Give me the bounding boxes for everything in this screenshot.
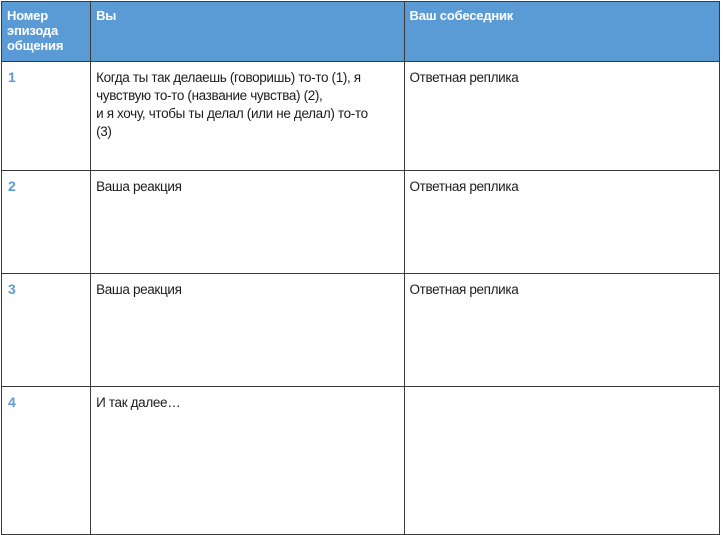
table-header-row (2, 2, 720, 62)
episode-number-cell (2, 274, 91, 387)
header-you (91, 2, 404, 62)
table-row (2, 274, 720, 387)
episode-number: 4 (8, 394, 16, 410)
you-text-line: Ваша реакция (96, 179, 182, 194)
communication-episodes-table (1, 1, 720, 535)
you-cell (91, 387, 404, 535)
episode-number: 2 (8, 178, 16, 194)
partner-text: Ответная реплика (409, 70, 519, 85)
you-text-line: (3) (96, 124, 112, 139)
you-cell (91, 274, 404, 387)
header-partner (404, 2, 719, 62)
partner-cell (404, 387, 719, 535)
you-text-line: и я хочу, чтобы ты делал (или не делал) то-то (96, 106, 368, 121)
episode-number-cell (2, 62, 91, 171)
you-text-line: Когда ты так делаешь (говоришь) то-то (1), я (96, 70, 361, 85)
header-episode-number (2, 2, 91, 62)
header-partner-label: Ваш собеседник (409, 8, 514, 23)
table-row (2, 387, 720, 535)
you-text-line: И так далее… (96, 395, 181, 410)
episode-number: 3 (8, 281, 16, 297)
you-cell (91, 171, 404, 274)
you-text-line: чувствую то-то (название чувства) (2), (96, 88, 323, 103)
header-episode-number-label: Номер эпизода общения (7, 8, 64, 53)
you-text-line: Ваша реакция (96, 282, 182, 297)
partner-cell (404, 171, 719, 274)
you-cell (91, 62, 404, 171)
episode-number: 1 (8, 69, 16, 85)
table-row (2, 62, 720, 171)
partner-text (405, 387, 719, 394)
partner-cell (404, 274, 719, 387)
episode-number-cell (2, 171, 91, 274)
header-you-label: Вы (96, 8, 117, 23)
table-row (2, 171, 720, 274)
episode-number-cell (2, 387, 91, 535)
partner-text: Ответная реплика (409, 282, 519, 297)
partner-text: Ответная реплика (409, 179, 519, 194)
partner-cell (404, 62, 719, 171)
